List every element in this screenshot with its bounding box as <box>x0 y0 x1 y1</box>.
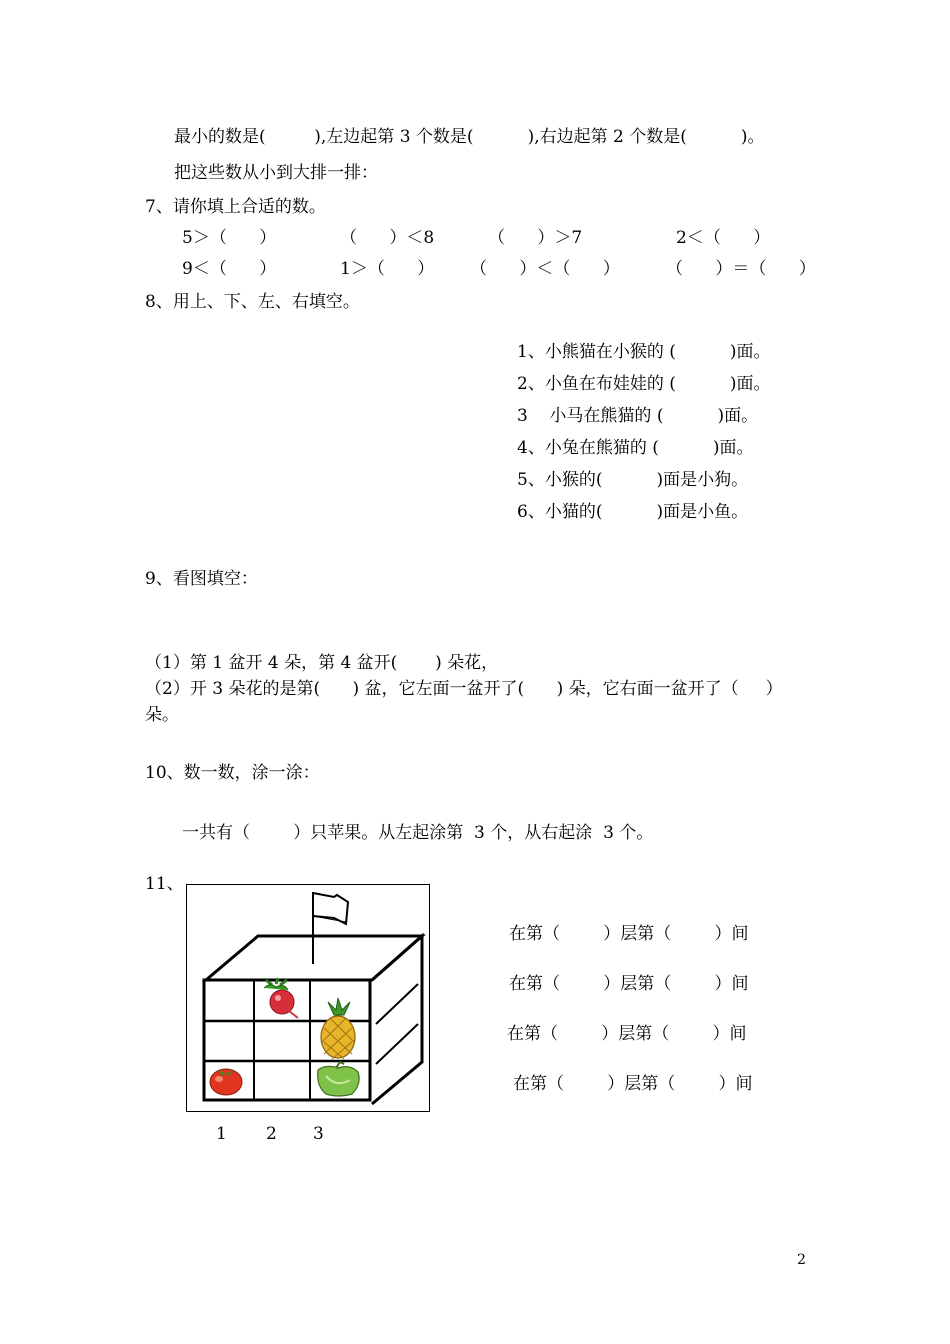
flag-icon <box>313 892 348 964</box>
q8-title: 8、用上、下、左、右填空。 <box>145 292 360 312</box>
q11-answer-4: 在第（ ）层第（ ）间 <box>513 1074 753 1094</box>
q11-column-3: 3 <box>313 1124 324 1144</box>
q11-answer-1: 在第（ ）层第（ ）间 <box>509 924 749 944</box>
q7-r2c3: （ ）＜（ ） <box>470 259 620 279</box>
q7-r1c4: 2＜（ ） <box>676 228 771 248</box>
q11-column-1: 1 <box>216 1124 227 1144</box>
q7-r1c3: （ ）＞7 <box>488 228 583 248</box>
q10-line: 一共有（ ）只苹果。从左起涂第 3 个，从右起涂 3 个。 <box>182 823 654 843</box>
q6-line2: 把这些数从小到大排一排： <box>174 163 378 183</box>
q8-item-2: 2、小鱼在布娃娃的 ( )面。 <box>517 374 771 394</box>
q7-title: 7、请你填上合适的数。 <box>145 197 326 217</box>
q11-answer-2: 在第（ ）层第（ ）间 <box>509 974 749 994</box>
q9-line3: 朵。 <box>145 705 179 725</box>
q7-r2c1: 9＜（ ） <box>182 259 277 279</box>
q7-r1c2: （ ）＜8 <box>340 228 435 248</box>
radish-icon <box>264 978 298 1018</box>
shelf-figure <box>186 884 430 1112</box>
q11-label: 11、 <box>145 874 184 894</box>
q9-line2: （2）开 3 朵花的是第( ) 盆，它左面一盆开了( ) 朵，它右面一盆开了（ ） <box>145 679 783 699</box>
q8-item-5: 5、小猴的( )面是小狗。 <box>517 470 749 490</box>
q8-item-1: 1、小熊猫在小猴的 ( )面。 <box>517 342 771 362</box>
pineapple-icon <box>321 998 355 1059</box>
q8-item-4: 4、小兔在熊猫的 ( )面。 <box>517 438 754 458</box>
q9-line1: （1）第 1 盆开 4 朵，第 4 盆开( ) 朵花， <box>145 653 499 673</box>
q10-title: 10、数一数，涂一涂： <box>145 763 320 783</box>
q8-item-6: 6、小猫的( )面是小鱼。 <box>517 502 749 522</box>
q8-item-3: 3 小马在熊猫的 ( )面。 <box>517 406 759 426</box>
pepper-icon <box>318 1062 359 1096</box>
q11-column-2: 2 <box>266 1124 277 1144</box>
q6-line1: 最小的数是( ),左边起第 3 个数是( ),右边起第 2 个数是( )。 <box>174 127 765 147</box>
q7-r2c4: （ ）＝（ ） <box>666 259 816 279</box>
q11-answer-3: 在第（ ）层第（ ）间 <box>507 1024 747 1044</box>
page-number: 2 <box>797 1252 806 1268</box>
tomato-icon <box>210 1069 242 1095</box>
q7-r1c1: 5＞（ ） <box>182 228 277 248</box>
q7-r2c2: 1＞（ ） <box>340 259 435 279</box>
q9-title: 9、看图填空： <box>145 569 258 589</box>
